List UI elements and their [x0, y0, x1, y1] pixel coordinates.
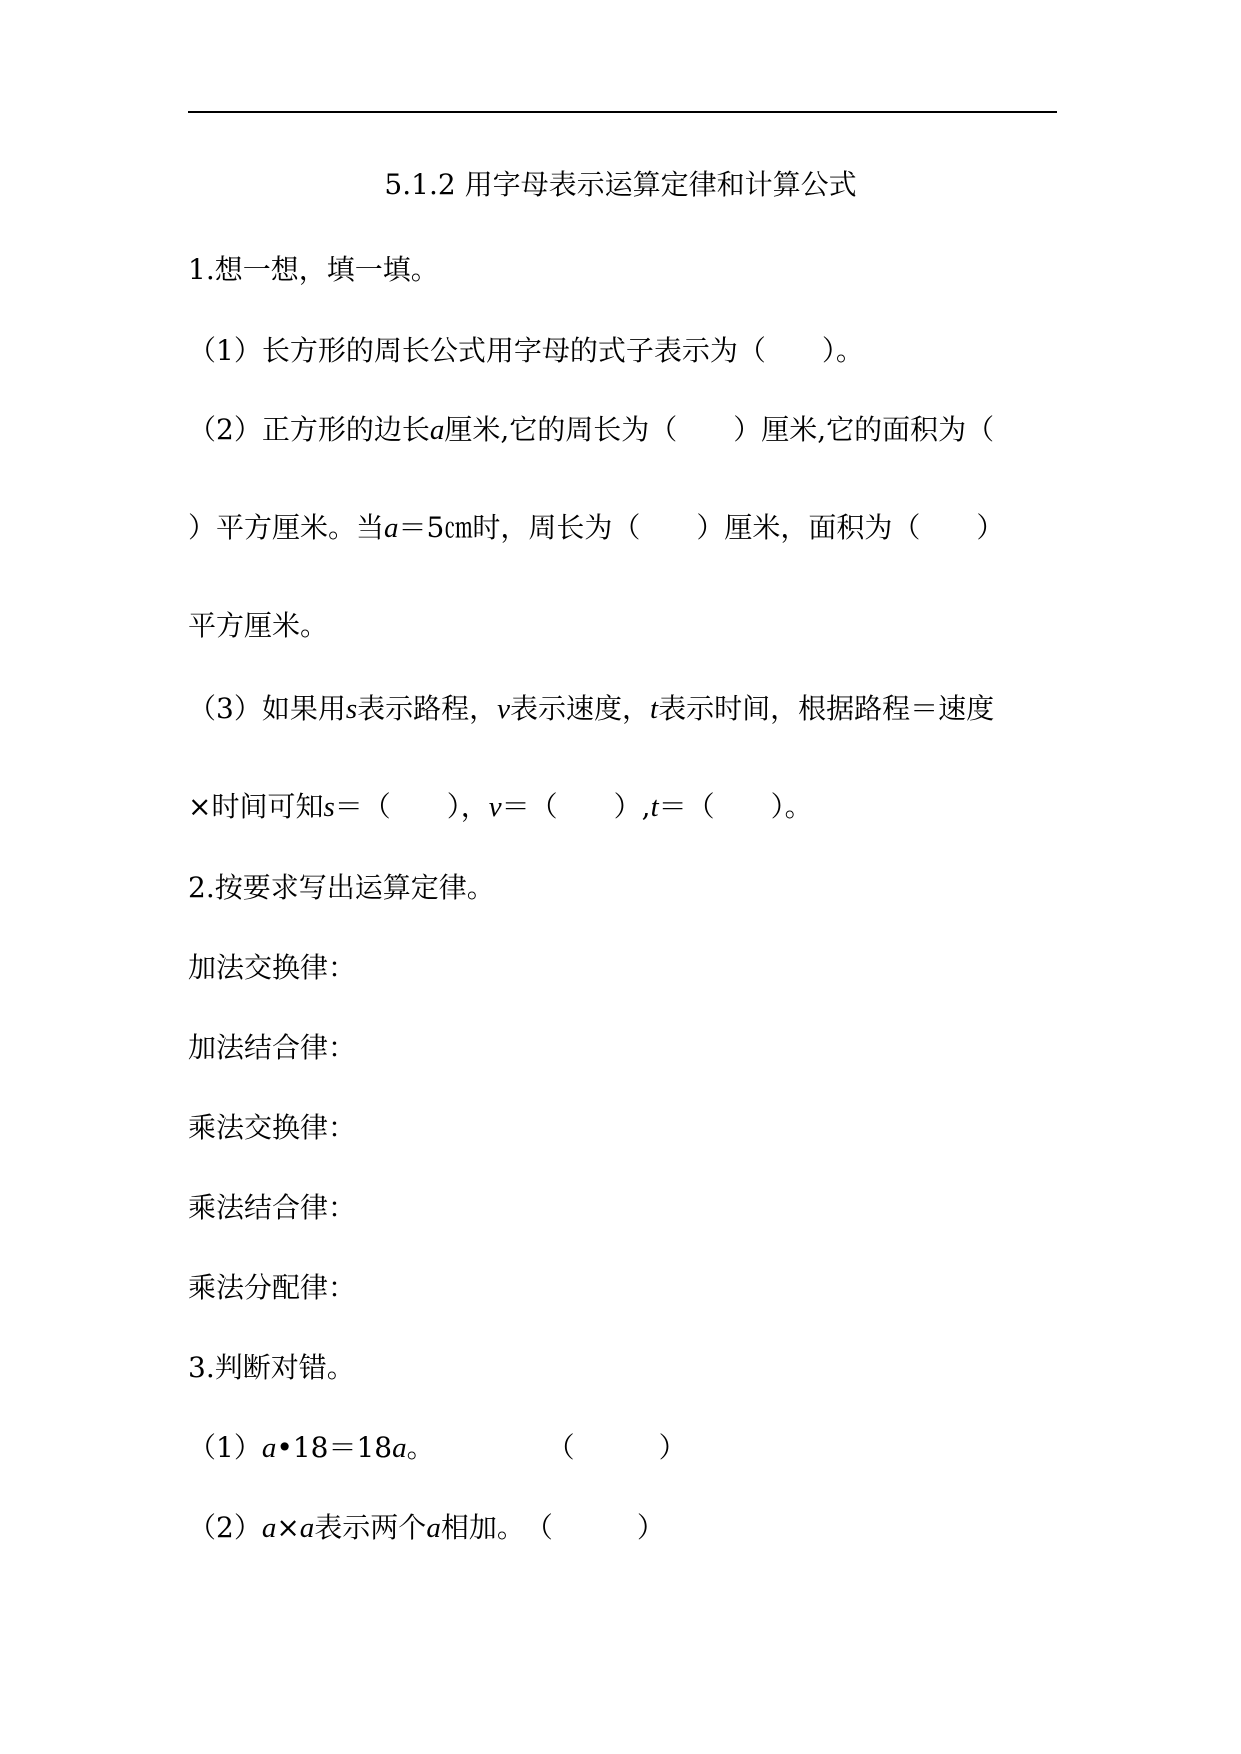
- header-rule: [188, 111, 1057, 113]
- text: ×时间可知: [188, 790, 324, 823]
- variable-v: v: [497, 693, 511, 725]
- variable-a: a: [261, 1512, 277, 1544]
- q1-heading: 1.想一想，填一填。: [188, 253, 439, 286]
- q1-part3-line2: [188, 787, 813, 827]
- q2-item-addition-commutative: 加法交换律：: [188, 951, 357, 984]
- variable-t: t: [650, 693, 659, 725]
- q2-item-addition-associative: 加法结合律：: [188, 1031, 357, 1064]
- text: 表示路程，: [357, 692, 498, 725]
- q3-heading: 3.判断对错。: [188, 1351, 355, 1384]
- variable-a: a: [426, 1512, 441, 1544]
- text: ＝（ ）。: [658, 790, 813, 823]
- page-title: 5.1.2 用字母表示运算定律和计算公式: [384, 168, 857, 201]
- q2-item-multiplication-commutative: 乘法交换律：: [188, 1111, 357, 1144]
- text: 表示时间，根据路程＝速度: [658, 692, 995, 725]
- variable-v: v: [488, 791, 502, 823]
- variable-s: s: [345, 693, 358, 725]
- variable-s: s: [323, 791, 335, 823]
- q1-part2-line1: [188, 410, 994, 450]
- variable-a: a: [429, 414, 445, 446]
- q2-heading: 2.按要求写出运算定律。: [188, 871, 495, 904]
- variable-a: a: [299, 1512, 315, 1544]
- q3-part1: [188, 1428, 687, 1468]
- q1-part2-line3: 平方厘米。: [188, 609, 329, 642]
- q3-part2: [188, 1508, 665, 1548]
- text: ＝5㎝时，周长为（ ）厘米，面积为（ ）: [398, 511, 1005, 544]
- text: （1）: [188, 1431, 262, 1464]
- text: •18＝18: [276, 1431, 393, 1464]
- text: （2）正方形的边长: [188, 413, 430, 446]
- variable-a: a: [384, 512, 399, 544]
- q2-item-multiplication-distributive: 乘法分配律：: [188, 1271, 357, 1304]
- variable-a: a: [392, 1432, 407, 1464]
- text: （2）: [188, 1511, 262, 1544]
- text: ＝（ ），: [334, 790, 489, 823]
- text: ＝（ ）,: [501, 790, 651, 823]
- text: 。 （ ）: [406, 1431, 687, 1464]
- text: 表示两个: [314, 1511, 427, 1544]
- q2-item-multiplication-associative: 乘法结合律：: [188, 1191, 357, 1224]
- text: ）平方厘米。当: [188, 511, 385, 544]
- text: 表示速度，: [510, 692, 651, 725]
- variable-a: a: [261, 1432, 277, 1464]
- text: 厘米,它的周长为（ ）厘米,它的面积为（: [444, 413, 995, 446]
- q1-part3-line1: [188, 689, 994, 729]
- q1-part1: （1）长方形的周长公式用字母的式子表示为（ ）。: [188, 334, 864, 367]
- text: ×: [276, 1511, 300, 1544]
- text: 相加。 （ ）: [440, 1511, 665, 1544]
- q1-part2-line2: [188, 508, 1004, 548]
- text: （3）如果用: [188, 692, 346, 725]
- variable-t: t: [650, 791, 659, 823]
